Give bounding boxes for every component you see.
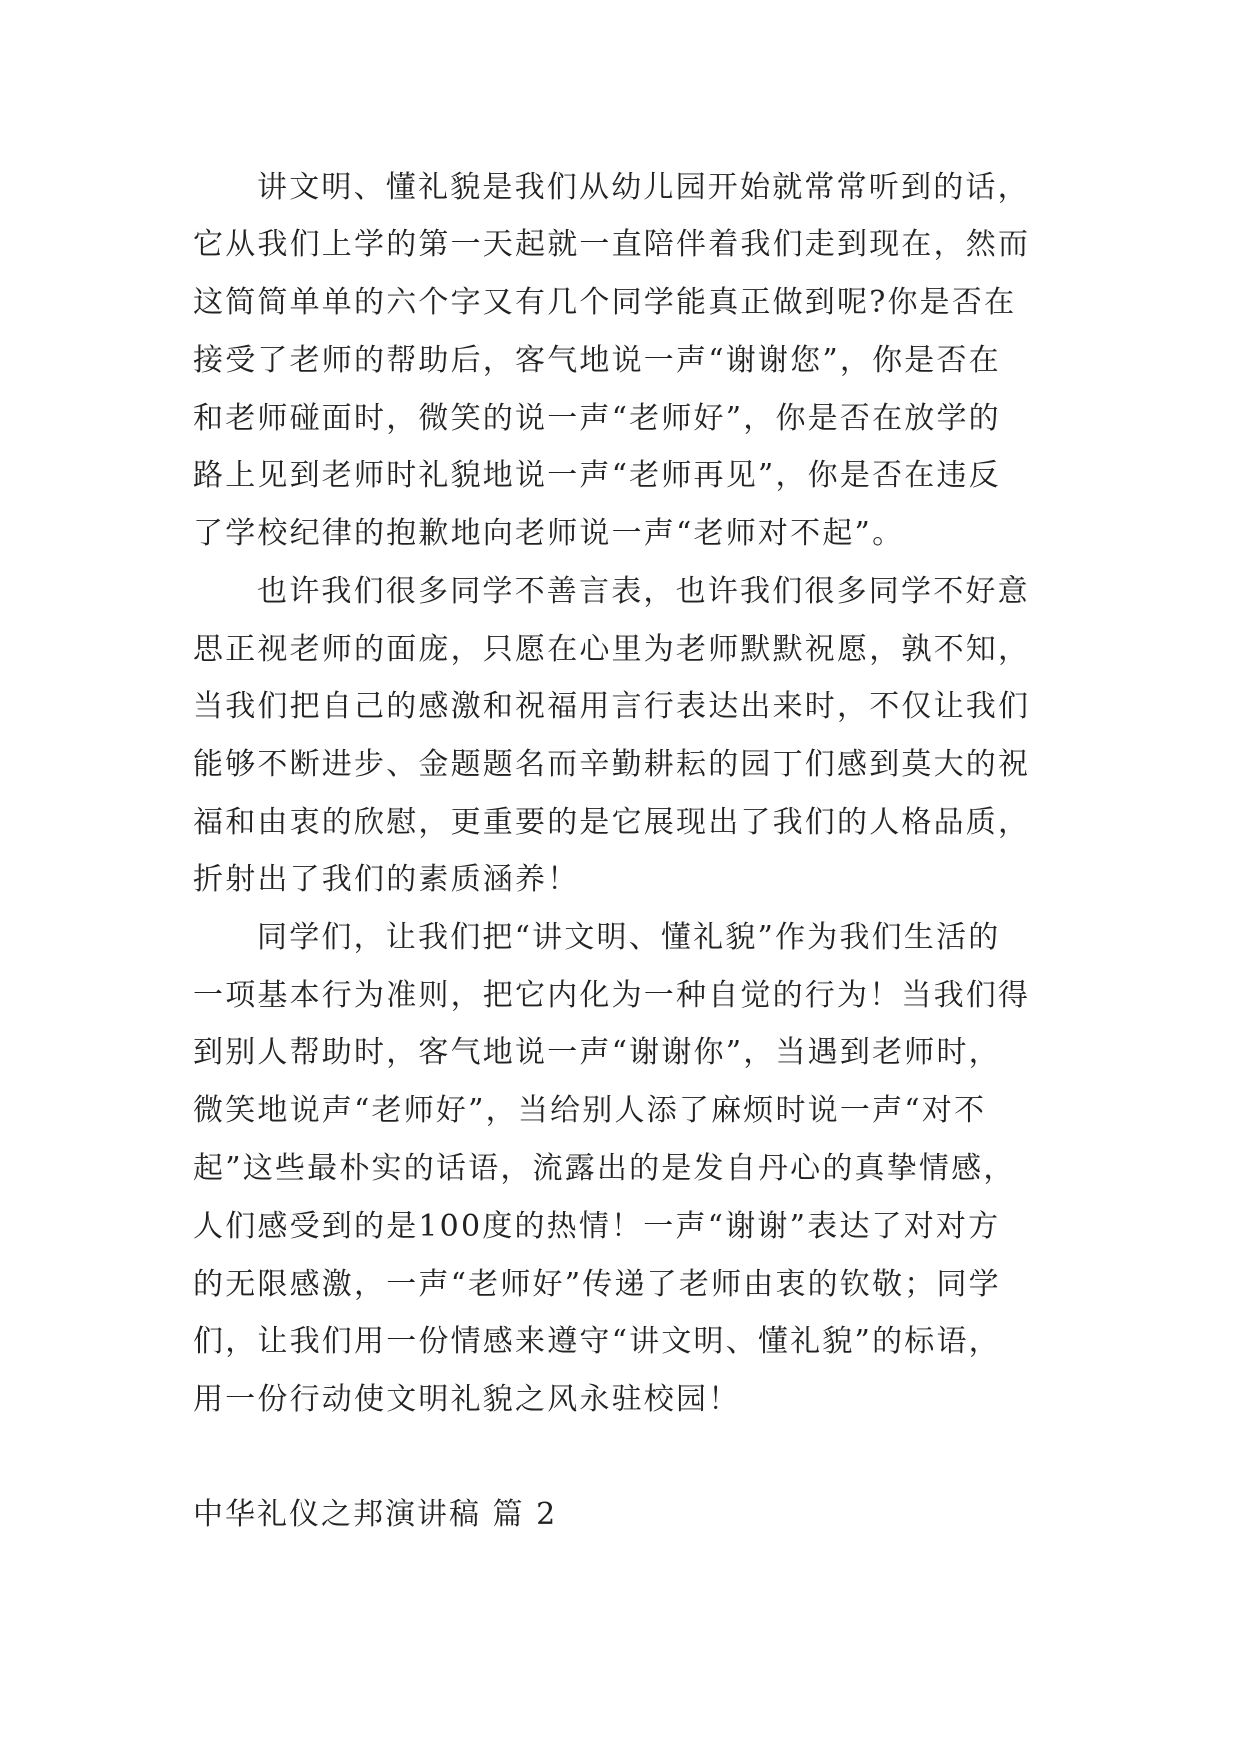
paragraph-line: 的无限感激，一声“老师好”传递了老师由衷的钦敬；同学 — [193, 1267, 1001, 1302]
paragraph-line: 讲文明、懂礼貌是我们从幼儿园开始就常常听到的话， — [257, 170, 1030, 205]
paragraph-line: 路上见到老师时礼貌地说一声“老师再见”，你是否在违反 — [193, 458, 1001, 493]
paragraph-line: 同学们，让我们把“讲文明、懂礼貌”作为我们生活的 — [257, 920, 1001, 955]
paragraph-line: 起”这些最朴实的话语，流露出的是发自丹心的真挚情感， — [193, 1151, 1016, 1186]
paragraph-line: 它从我们上学的第一天起就一直陪伴着我们走到现在，然而 — [193, 227, 1031, 262]
paragraph-line: 人们感受到的是100度的热情！一声“谢谢”表达了对对方 — [193, 1209, 1001, 1244]
paragraph-line: 接受了老师的帮助后，客气地说一声“谢谢您”，你是否在 — [193, 343, 1001, 378]
paragraph-line: 福和由衷的欣慰，更重要的是它展现出了我们的人格品质， — [193, 805, 1031, 840]
paragraph-line: 思正视老师的面庞，只愿在心里为老师默默祝愿，孰不知， — [193, 632, 1031, 667]
paragraph-line: 微笑地说声“老师好”，当给别人添了麻烦时说一声“对不 — [193, 1093, 987, 1128]
paragraph-line: 也许我们很多同学不善言表，也许我们很多同学不好意 — [257, 574, 1030, 609]
paragraph-line: 们，让我们用一份情感来遵守“讲文明、懂礼貌”的标语， — [193, 1324, 1001, 1359]
paragraph-line: 到别人帮助时，客气地说一声“谢谢你”，当遇到老师时， — [193, 1035, 1001, 1070]
paragraph-line: 用一份行动使文明礼貌之风永驻校园！ — [193, 1382, 741, 1417]
paragraph-line: 这简简单单的六个字又有几个同学能真正做到呢?你是否在 — [193, 285, 1017, 320]
paragraph-line: 能够不断进步、金题题名而辛勤耕耘的园丁们感到莫大的祝 — [193, 747, 1031, 782]
paragraph-line: 了学校纪律的抱歉地向老师说一声“老师对不起”。 — [193, 516, 905, 551]
paragraph-line: 一项基本行为准则，把它内化为一种自觉的行为！当我们得 — [193, 978, 1031, 1013]
paragraph-line: 当我们把自己的感激和祝福用言行表达出来时，不仅让我们 — [193, 689, 1031, 724]
paragraph-line: 折射出了我们的素质涵养！ — [193, 862, 580, 897]
paragraph-line: 和老师碰面时，微笑的说一声“老师好”，你是否在放学的 — [193, 401, 1001, 436]
section-heading: 中华礼仪之邦演讲稿 篇 2 — [193, 1497, 558, 1532]
